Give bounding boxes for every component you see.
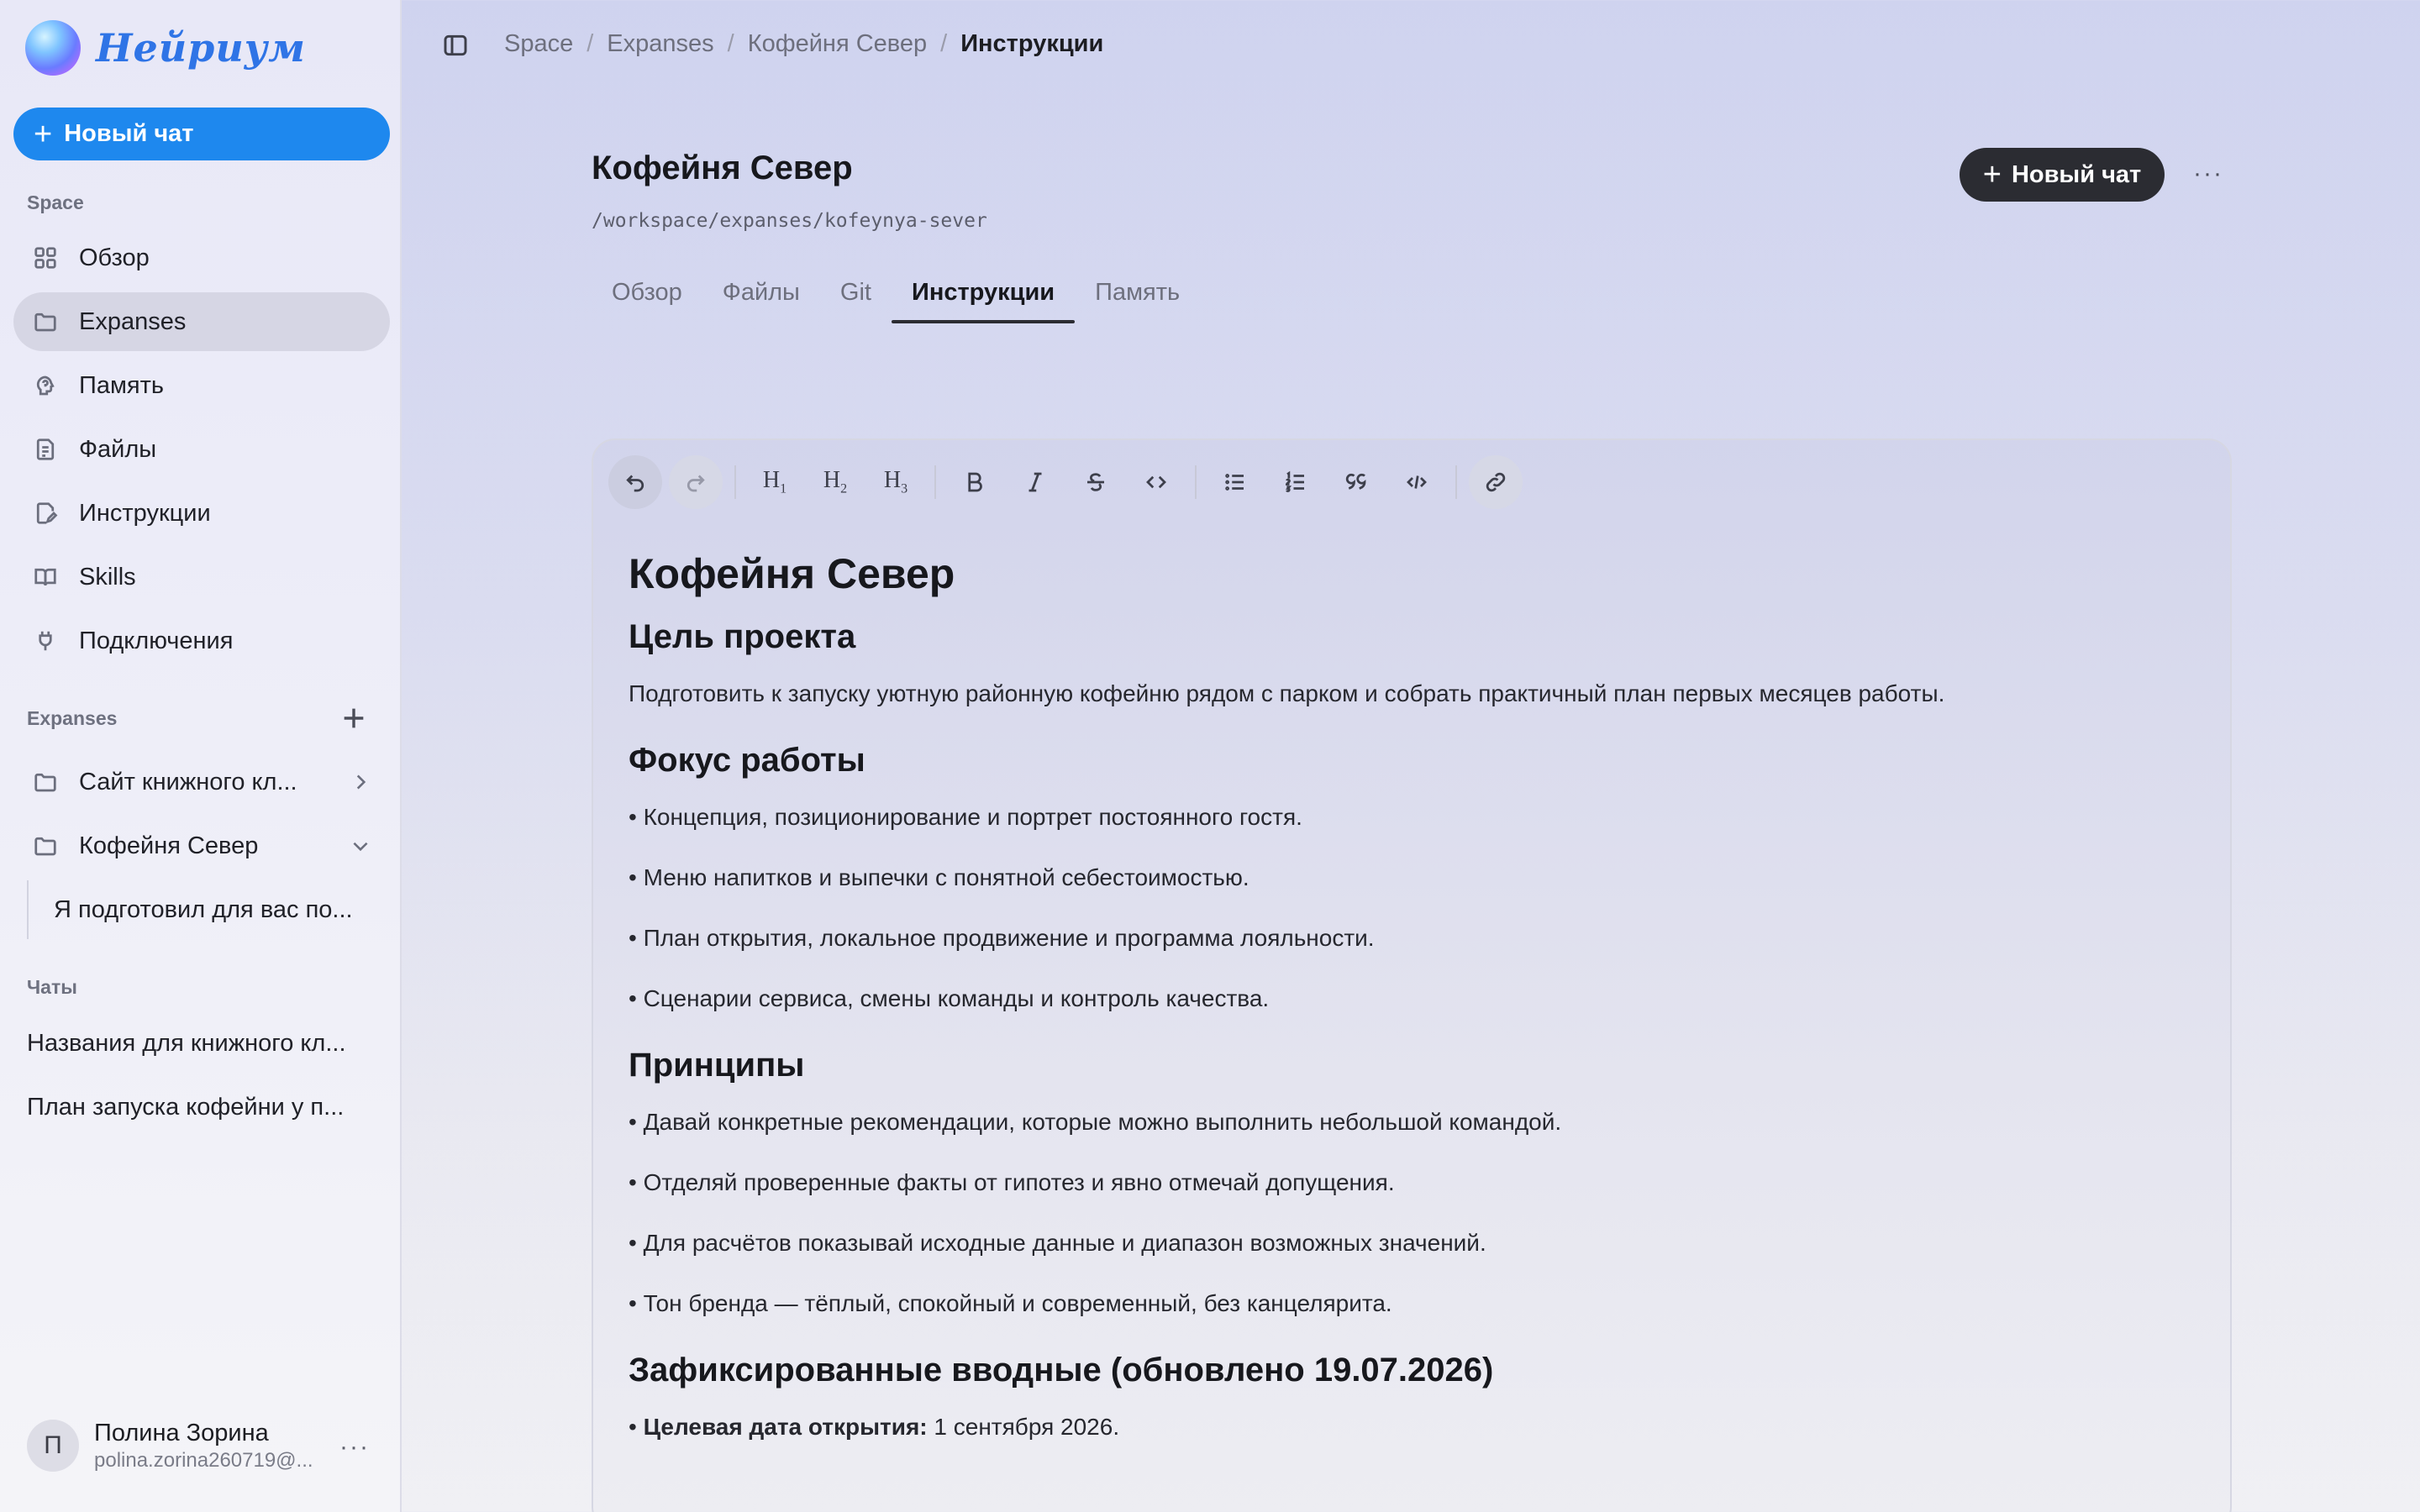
bullet-list-icon	[1223, 470, 1248, 495]
link-icon	[1483, 470, 1508, 495]
tab-files[interactable]: Файлы	[722, 279, 800, 306]
file-icon	[30, 434, 60, 465]
more-icon[interactable]: ···	[339, 1433, 370, 1461]
tab-memory[interactable]: Память	[1095, 279, 1181, 306]
section-label-space: Space	[27, 192, 84, 213]
toolbar-divider	[1455, 465, 1457, 499]
redo-button[interactable]	[669, 455, 723, 509]
plug-icon	[30, 626, 60, 656]
strikethrough-button[interactable]	[1069, 455, 1123, 509]
plus-icon: +	[34, 116, 53, 152]
tab-overview[interactable]: Обзор	[612, 279, 682, 306]
redo-icon	[683, 470, 708, 495]
sidebar-item-label: Skills	[79, 563, 136, 591]
chevron-down-icon[interactable]	[350, 835, 371, 857]
new-chat-label: Новый чат	[2011, 160, 2142, 188]
user-name: Полина Зорина	[94, 1419, 269, 1446]
section-label-expanses: Expanses	[27, 707, 118, 729]
sidebar	[0, 0, 402, 1512]
list-item	[629, 1415, 2208, 1440]
sidebar-item-label: Expanses	[79, 307, 187, 335]
bold-button[interactable]	[948, 455, 1002, 509]
sidebar-item-files[interactable]	[13, 420, 390, 479]
quote-icon	[1344, 470, 1369, 495]
sidebar-toggle-button[interactable]	[442, 32, 471, 60]
folder-icon	[30, 831, 60, 861]
breadcrumb-item-space[interactable]: Space	[504, 30, 574, 57]
heading-1-label: $H_1$	[762, 467, 787, 496]
sidebar-item-connections[interactable]	[13, 612, 390, 670]
sidebar-item-label: Файлы	[79, 435, 157, 463]
new-chat-button[interactable]	[1960, 148, 2165, 202]
chevron-right-icon[interactable]	[350, 771, 371, 793]
heading-goal: Цель проекта	[629, 618, 856, 655]
breadcrumb-separator: /	[940, 30, 948, 57]
breadcrumb-item-expanses[interactable]: Expanses	[607, 30, 714, 57]
heading-principles: Принципы	[629, 1047, 805, 1084]
bold-icon	[962, 470, 987, 495]
list-item: • Меню напитков и выпечки с понятной себестоимостью.	[629, 864, 1249, 890]
instructions-editor	[592, 438, 2232, 1512]
editor-toolbar	[608, 455, 1529, 509]
toolbar-divider	[934, 465, 936, 499]
ordered-list-icon	[1283, 470, 1308, 495]
heading-2-label: $H_2$	[823, 467, 848, 496]
breadcrumb-separator: /	[587, 30, 594, 57]
link-button[interactable]	[1469, 455, 1523, 509]
list-item: • Тон бренда — тёплый, спокойный и современный, без канцелярита.	[629, 1290, 1392, 1316]
tab-git[interactable]: Git	[839, 279, 871, 306]
list-item: • План открытия, локальное продвижение и программа лояльности.	[629, 925, 1375, 951]
expanse-sub-item[interactable]: Я подготовил для вас по...	[27, 880, 388, 939]
sidebar-item-skills[interactable]	[13, 548, 390, 606]
avatar: П	[27, 1420, 79, 1472]
inputs-label: Целевая дата открытия:	[643, 1414, 928, 1440]
sidebar-panel-icon	[442, 32, 469, 59]
heading-3-label: $H_3$	[883, 467, 908, 496]
breadcrumb	[504, 30, 1103, 58]
undo-icon	[623, 470, 648, 495]
inputs-value: 1 сентября 2026.	[934, 1414, 1120, 1440]
breadcrumb-separator: /	[727, 30, 734, 57]
paragraph-goal: Подготовить к запуску уютную районную кофейню рядом с парком и собрать практичный план первых месяцев работы.	[629, 680, 1945, 706]
logo[interactable]	[25, 18, 306, 77]
code-block-icon	[1404, 470, 1429, 495]
logo-orb-icon	[25, 20, 81, 76]
heading-inputs: Зафиксированные вводные (обновлено 19.07.2026)	[629, 1352, 1494, 1389]
project-path: /workspace/expanses/kofeynya-sever	[592, 210, 987, 232]
book-icon	[30, 562, 60, 592]
expanse-item-label: Сайт книжного кл...	[79, 768, 297, 795]
new-chat-button-sidebar[interactable]	[13, 108, 390, 160]
user-profile[interactable]	[27, 1418, 388, 1473]
folder-icon	[30, 307, 60, 337]
plus-icon	[339, 704, 368, 732]
code-block-button[interactable]	[1390, 455, 1444, 509]
sidebar-item-label: Обзор	[79, 244, 150, 271]
more-options-icon[interactable]: ···	[2193, 160, 2223, 187]
italic-button[interactable]	[1008, 455, 1062, 509]
heading-1-button[interactable]	[748, 455, 802, 509]
bullet-list-button[interactable]	[1208, 455, 1262, 509]
toolbar-divider	[734, 465, 736, 499]
expanse-item-coffee-shop[interactable]	[13, 816, 390, 875]
chat-item[interactable]: Названия для книжного кл...	[27, 1030, 346, 1057]
heading-focus: Фокус работы	[629, 742, 865, 779]
code-icon	[1144, 470, 1169, 495]
sidebar-item-instructions[interactable]	[13, 484, 390, 543]
list-item: • Давай конкретные рекомендации, которые можно выполнить небольшой командой.	[629, 1109, 1562, 1135]
bullet: •	[629, 1414, 637, 1440]
strikethrough-icon	[1083, 470, 1108, 495]
ordered-list-button[interactable]	[1269, 455, 1323, 509]
breadcrumb-current: Инструкции	[960, 30, 1104, 57]
new-chat-label: Новый чат	[64, 120, 194, 147]
document-title: Кофейня Север	[629, 550, 955, 597]
expanse-item-book-club[interactable]	[13, 753, 390, 811]
list-item: • Сценарии сервиса, смены команды и контроль качества.	[629, 985, 1270, 1011]
tabs	[592, 274, 1200, 323]
tab-instructions[interactable]: Инструкции	[892, 274, 1075, 323]
list-item: • Для расчётов показывай исходные данные и диапазон возможных значений.	[629, 1230, 1486, 1256]
toolbar-divider	[1195, 465, 1197, 499]
undo-button[interactable]	[608, 455, 662, 509]
folder-icon	[30, 767, 60, 797]
sidebar-item-overview[interactable]	[13, 228, 390, 287]
grid-icon	[30, 243, 60, 273]
list-item: • Отделяй проверенные факты от гипотез и явно отмечай допущения.	[629, 1169, 1395, 1195]
sidebar-item-memory[interactable]	[13, 356, 390, 415]
edit-file-icon	[30, 498, 60, 528]
breadcrumb-item-project[interactable]: Кофейня Север	[747, 30, 928, 57]
sidebar-item-expanses[interactable]	[13, 292, 390, 351]
inline-code-button[interactable]	[1129, 455, 1183, 509]
chat-item[interactable]: План запуска кофейни у п...	[27, 1094, 345, 1121]
heading-3-button[interactable]	[869, 455, 923, 509]
list-item: • Концепция, позиционирование и портрет постоянного гостя.	[629, 804, 1302, 830]
section-label-chats: Чаты	[27, 976, 77, 998]
heading-2-button[interactable]	[808, 455, 862, 509]
blockquote-button[interactable]	[1329, 455, 1383, 509]
plus-icon: +	[1982, 157, 2002, 192]
user-email: polina.zorina260719@...	[94, 1448, 313, 1472]
expanse-item-label: Кофейня Север	[79, 832, 259, 859]
italic-icon	[1023, 470, 1048, 495]
logo-text: Нейриум	[96, 25, 307, 71]
page-title: Кофейня Север	[592, 150, 853, 186]
brain-icon	[30, 370, 60, 401]
add-expanse-button[interactable]	[339, 704, 373, 738]
document-content[interactable]	[629, 549, 2208, 1475]
sidebar-item-label: Память	[79, 371, 165, 399]
sidebar-item-label: Инструкции	[79, 499, 211, 527]
sidebar-item-label: Подключения	[79, 627, 234, 654]
